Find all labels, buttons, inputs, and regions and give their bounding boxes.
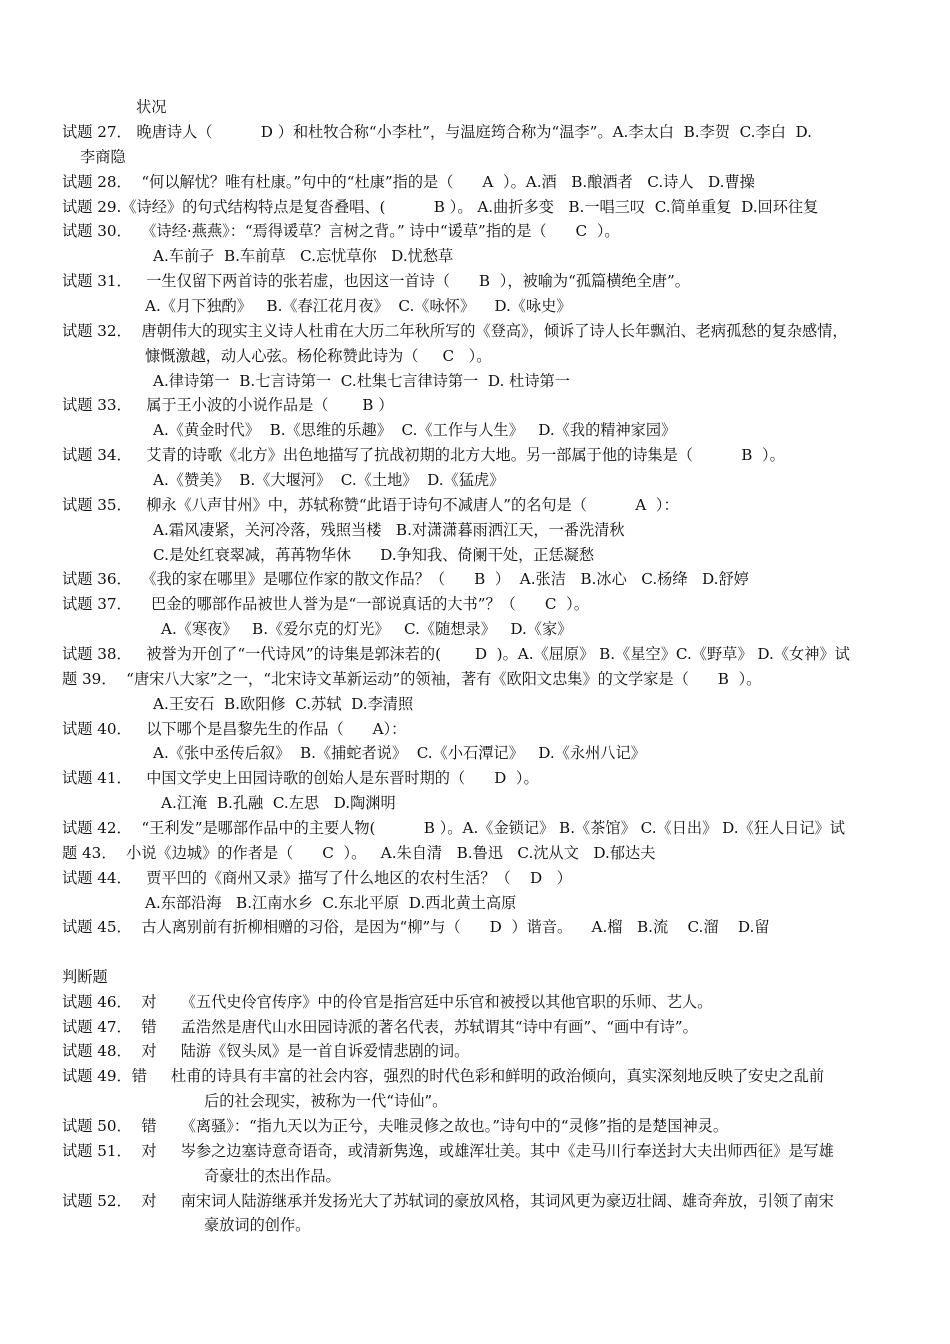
- question-27: 试题 27． 晚唐诗人（ D ）和杜牧合称“小李杜”，与温庭筠合称为“温李”。A.李太白 B.李贺 C.李白 D.: [62, 123, 813, 141]
- question-37: 试题 37． 巴金的哪部作品被世人誉为是“一部说真话的大书”？（ C ）。: [62, 595, 589, 613]
- question-52: 试题 52． 对 南宋词人陆游继承并发扬光大了苏轼词的豪放风格，其词风更为豪迈壮阔、雄奇奔放，引领了南宋: [62, 1192, 834, 1210]
- text-line: 李商隐: [80, 148, 126, 166]
- question-options: A.车前子 B.车前草 C.忘忧草你 D.忧愁草: [153, 247, 454, 265]
- question-41: 试题 41． 中国文学史上田园诗歌的创始人是东晋时期的（ D ）。: [62, 769, 539, 787]
- question-45: 试题 45． 古人离别前有折柳相赠的习俗，是因为“柳”与（ D ）谐音。 A.榴 B.流 C.溜 D.留: [62, 918, 770, 936]
- question-33: 试题 33． 属于王小波的小说作品是（ B ）: [62, 396, 394, 414]
- text-line: 奇豪壮的杰出作品。: [204, 1167, 341, 1185]
- question-48: 试题 48． 对 陆游《钗头凤》是一首自诉爱情悲剧的词。: [62, 1042, 470, 1060]
- text-line: 状况: [136, 98, 167, 116]
- question-38: 试题 38． 被誉为开创了“一代诗风”的诗集是郭沫若的( D )。A.《屈原》 B.《星空》C.《野草》 D.《女神》试: [62, 645, 850, 663]
- question-options: A.《月下独酌》 B.《春江花月夜》 C.《咏怀》 D.《咏史》: [145, 297, 572, 315]
- question-35: 试题 35． 柳永《八声甘州》中，苏轼称赞“此语于诗句不减唐人”的名句是（ A ）：: [62, 496, 679, 514]
- question-32: 试题 32． 唐朝伟大的现实主义诗人杜甫在大历二年秋所写的《登高》，倾诉了诗人长年飘泊、老病孤愁的复杂感情，: [62, 322, 848, 340]
- text-line: 慷慨激越，动人心弦。杨伦称赞此诗为（ C ）。: [145, 347, 492, 365]
- question-options: A.霜风凄紧，关河冷落，残照当楼 B.对潇潇暮雨洒江天，一番洗清秋: [153, 521, 625, 539]
- question-50: 试题 50． 错 《离骚》：“指九天以为正兮，夫唯灵修之故也。”诗句中的“灵修”指的是楚国神灵。: [62, 1117, 729, 1135]
- question-31: 试题 31． 一生仅留下两首诗的张若虚，也因这一首诗（ B ），被喻为“孤篇横绝全唐”。: [62, 272, 690, 290]
- question-options: A.王安石 B.欧阳修 C.苏轼 D.李清照: [153, 695, 414, 713]
- question-options: A.东部沿海 B.江南水乡 C.东北平原 D.西北黄土高原: [145, 894, 517, 912]
- question-options: A.律诗第一 B.七言诗第一 C.杜集七言律诗第一 D. 杜诗第一: [153, 372, 570, 390]
- question-34: 试题 34． 艾青的诗歌《北方》出色地描写了抗战初期的北方大地。另一部属于他的诗集是（ B ）。: [62, 446, 785, 464]
- question-39: 题 39． “唐宋八大家”之一，“北宋诗文革新运动”的领袖，著有《欧阳文忠集》的文学家是（ B ）。: [62, 670, 762, 688]
- text-line: 豪放词的创作。: [204, 1216, 311, 1234]
- question-40: 试题 40． 以下哪个是昌黎先生的作品（ A）：: [62, 720, 407, 738]
- question-options: A.《黄金时代》 B.《思维的乐趣》 C.《工作与人生》 D.《我的精神家园》: [153, 421, 677, 439]
- question-49: 试题 49．错 杜甫的诗具有丰富的社会内容，强烈的时代色彩和鲜明的政治倾向，真实深刻地反映了安史之乱前: [62, 1067, 825, 1085]
- question-44: 试题 44． 贾平凹的《商州又录》描写了什么地区的农村生活？（ D ）: [62, 869, 572, 887]
- question-options: C.是处红衰翠减，苒苒物华休 D.争知我、倚阑干处，正恁凝愁: [153, 546, 595, 564]
- question-options: A.江淹 B.孔融 C.左思 D.陶渊明: [161, 794, 396, 812]
- question-30: 试题 30． 《诗经·燕燕》：“焉得谖草？言树之背。” 诗中“谖草”指的是（ C ）。: [62, 222, 620, 240]
- question-36: 试题 36． 《我的家在哪里》是哪位作家的散文作品？（ B ） A.张洁 B.冰心 C.杨绛 D.舒婷: [62, 570, 749, 588]
- question-options: A.《张中丞传后叙》 B.《捕蛇者说》 C.《小石潭记》 D.《永州八记》: [153, 744, 646, 762]
- question-42: 试题 42． “王利发”是哪部作品中的主要人物( B ）。A.《金锁记》 B.《茶馆》 C.《日出》 D.《狂人日记》试: [62, 819, 845, 837]
- text-line: 后的社会现实，被称为一代“诗仙”。: [204, 1092, 448, 1110]
- question-28: 试题 28． “何以解忧？唯有杜康。”句中的“杜康”指的是（ A ）。A.酒 B.酿酒者 C.诗人 D.曹操: [62, 173, 755, 191]
- question-options: A.《寒夜》 B.《爱尔克的灯光》 C.《随想录》 D.《家》: [161, 620, 573, 638]
- question-options: A.《赞美》 B.《大堰河》 C.《土地》 D.《猛虎》: [153, 471, 505, 489]
- question-51: 试题 51． 对 岑参之边塞诗意奇语奇，或清新隽逸，或雄浑壮美。其中《走马川行奉送封大夫出师西征》是写雄: [62, 1142, 834, 1160]
- section-heading: 判断题: [62, 968, 108, 986]
- question-43: 题 43． 小说《边城》的作者是（ C ）。 A.朱自清 B.鲁迅 C.沈从文 D.郁达夫: [62, 844, 656, 862]
- question-47: 试题 47． 错 孟浩然是唐代山水田园诗派的著名代表，苏轼谓其“诗中有画”、“画中有诗”。: [62, 1018, 698, 1036]
- question-46: 试题 46． 对 《五代史伶官传序》中的伶官是指宫廷中乐官和被授以其他官职的乐师、艺人。: [62, 993, 713, 1011]
- question-29: 试题 29.《诗经》的句式结构特点是复沓叠唱、( B ）。 A.曲折多变 B.一唱三叹 C.简单重复 D.回环往复: [62, 198, 819, 216]
